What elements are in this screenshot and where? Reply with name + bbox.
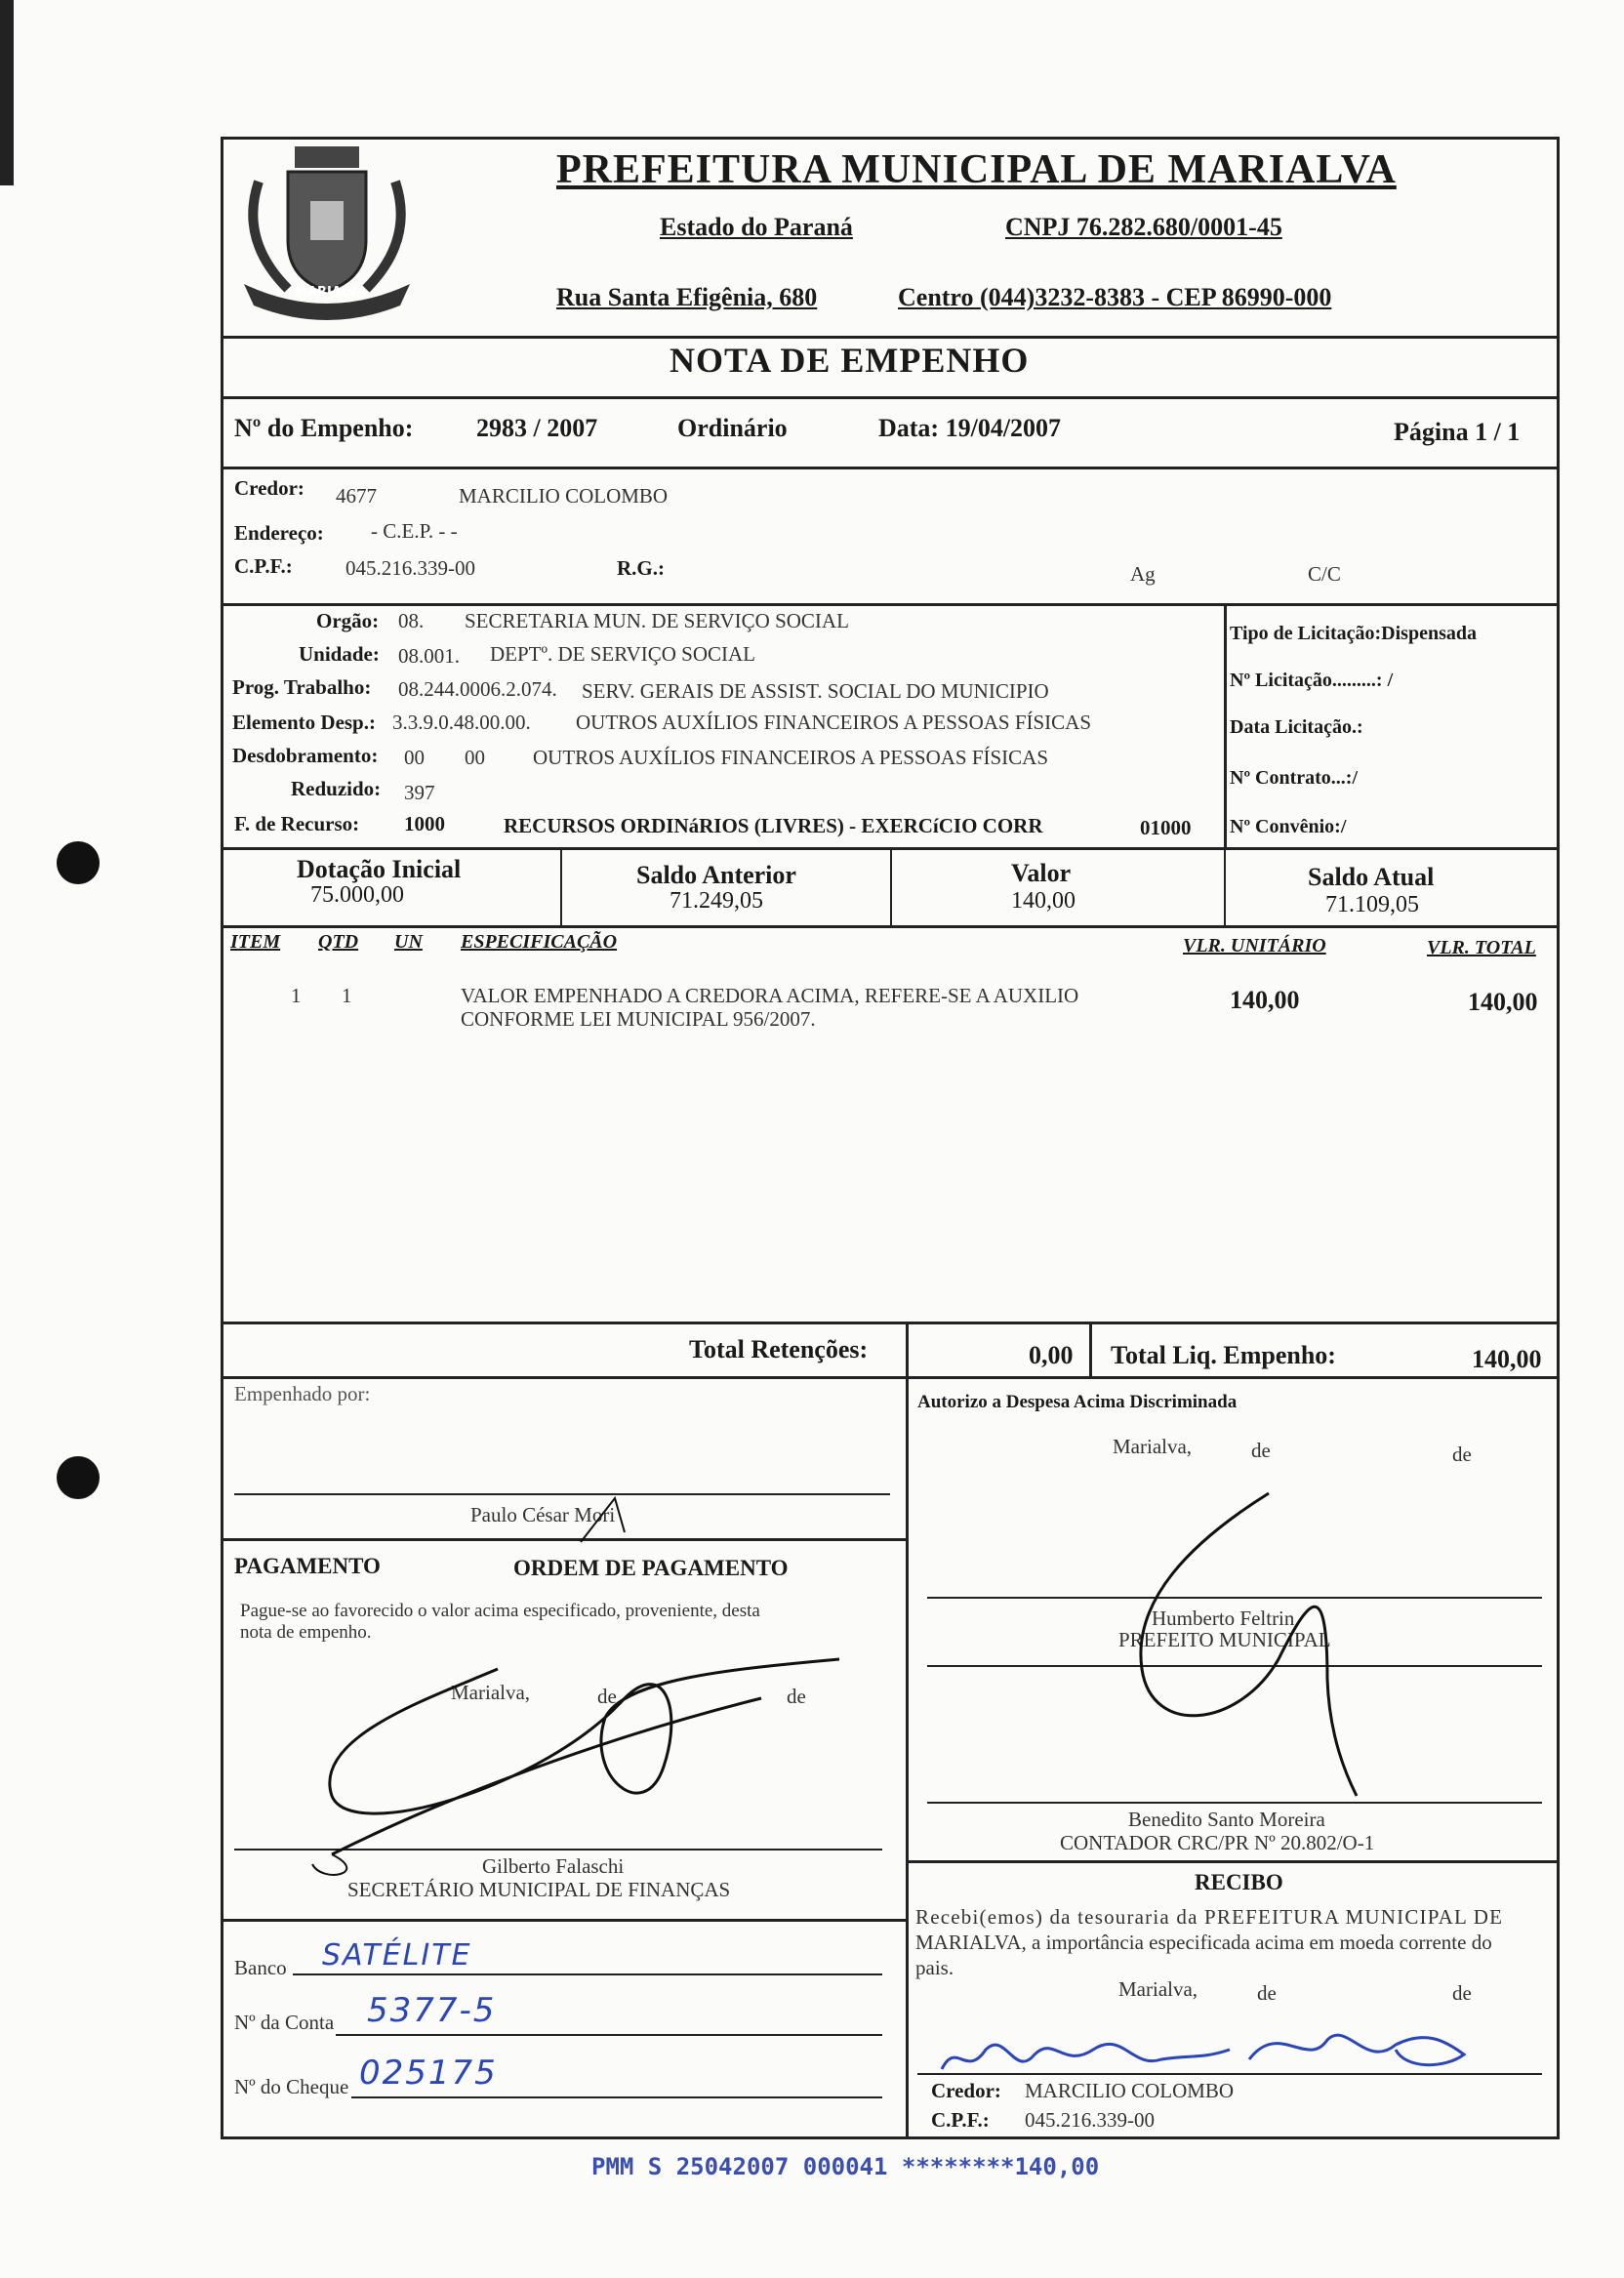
fonte-code: 1000 <box>404 812 445 835</box>
rule <box>221 1376 1560 1379</box>
unidade-desc: DEPTº. DE SERVIÇO SOCIAL <box>490 642 756 666</box>
field-line <box>336 2034 882 2036</box>
retencoes-label: Total Retenções: <box>689 1335 869 1363</box>
licitacao-data: Data Licitação.: <box>1230 716 1363 738</box>
prog-code: 08.244.0006.2.074. <box>398 677 557 701</box>
cpf-label: C.P.F.: <box>234 554 293 578</box>
banco-value: SATÉLITE <box>322 1938 472 1973</box>
col-vlr-total: VLR. TOTAL <box>1427 937 1536 958</box>
header-cnpj: CNPJ 76.282.680/0001-45 <box>1005 213 1282 241</box>
ordem-pagamento: ORDEM DE PAGAMENTO <box>513 1556 789 1580</box>
red-code: 397 <box>404 781 435 804</box>
dotacao-value: 75.000,00 <box>310 882 404 908</box>
item-vlr-total: 140,00 <box>1468 988 1538 1016</box>
recibo-de1: de <box>1257 1981 1277 2005</box>
recibo-cpf: 045.216.339-00 <box>1025 2108 1155 2132</box>
unidade-label: Unidade: <box>299 642 380 666</box>
pagamento-text-line1: Pague-se ao favorecido o valor acima especificado, proveniente, desta <box>240 1601 760 1621</box>
autorizo-city: Marialva, <box>1113 1435 1193 1458</box>
recibo-credor-name: MARCILIO COLOMBO <box>1025 2079 1235 2102</box>
orgao-code: 08. <box>398 609 425 632</box>
licitacao-convenio: Nº Convênio:/ <box>1230 816 1347 837</box>
contador-role: CONTADOR CRC/PR Nº 20.802/O-1 <box>1060 1831 1375 1854</box>
col-item: ITEM <box>230 931 281 953</box>
elem-label: Elemento Desp.: <box>232 711 376 734</box>
signature-line <box>927 1802 1542 1804</box>
rule <box>221 467 1560 469</box>
pagamento-label: PAGAMENTO <box>234 1554 381 1578</box>
rule <box>221 396 1560 399</box>
empenho-page: Página 1 / 1 <box>1394 418 1521 446</box>
empenho-type: Ordinário <box>677 414 788 442</box>
item-qtd: 1 <box>342 984 352 1007</box>
header-address: Rua Santa Efigênia, 680 <box>556 283 818 311</box>
empenho-number: 2983 / 2007 <box>476 414 598 442</box>
pagamento-text-line2: nota de empenho. <box>240 1622 372 1643</box>
rule <box>221 603 1560 606</box>
valor-value: 140,00 <box>1011 888 1076 914</box>
recibo-cpf-label: C.P.F.: <box>931 2108 990 2132</box>
prog-label: Prog. Trabalho: <box>232 675 372 699</box>
empenho-date: Data: 19/04/2007 <box>878 414 1062 442</box>
field-line <box>351 2096 882 2098</box>
signature-secretario <box>293 1640 878 1893</box>
dotacao-label: Dotação Inicial <box>297 855 462 883</box>
anterior-value: 71.249,05 <box>670 888 763 914</box>
autorizo-role: PREFEITO MUNICIPAL <box>1118 1628 1331 1651</box>
credor-label: Credor: <box>234 476 304 500</box>
prog-desc: SERV. GERAIS DE ASSIST. SOCIAL DO MUNICIPIO <box>582 679 1049 703</box>
recibo-text-line3: pais. <box>915 1956 954 1979</box>
valor-label: Valor <box>1011 859 1072 887</box>
divider <box>906 1376 909 2139</box>
rule <box>221 1538 908 1541</box>
item-espec-line2: CONFORME LEI MUNICIPAL 956/2007. <box>461 1007 816 1031</box>
liquido-value: 140,00 <box>1472 1345 1542 1373</box>
pagamento-de2: de <box>787 1685 806 1708</box>
unidade-code: 08.001. <box>398 644 460 668</box>
recibo-de2: de <box>1452 1981 1472 2005</box>
col-vlr-unit: VLR. UNITÁRIO <box>1183 935 1326 956</box>
divider <box>890 847 892 925</box>
fonte-desc: RECURSOS ORDINáRIOS (LIVRES) - EXERCíCIO CORR <box>504 814 1043 837</box>
conta-label: Nº da Conta <box>234 2011 335 2034</box>
rule <box>221 336 1560 339</box>
atual-label: Saldo Atual <box>1308 863 1435 891</box>
endereco-label: Endereço: <box>234 521 324 545</box>
item-espec-line1: VALOR EMPENHADO A CREDORA ACIMA, REFERE-SE A AUXILIO <box>461 984 1079 1007</box>
liquido-label: Total Liq. Empenho: <box>1111 1341 1336 1369</box>
desd-label: Desdobramento: <box>232 744 379 767</box>
autorizo-label: Autorizo a Despesa Acima Discriminada <box>917 1392 1238 1412</box>
desd-code1: 00 <box>404 746 425 769</box>
anterior-label: Saldo Anterior <box>636 861 796 889</box>
col-espec: ESPECIFICAÇÃO <box>461 931 618 953</box>
left-edge-shadow <box>0 0 14 185</box>
recibo-text-line1: Recebi(emos) da tesouraria da PREFEITURA MUNICIPAL DE <box>915 1905 1504 1929</box>
licitacao-contrato: Nº Contrato...:/ <box>1230 767 1359 789</box>
elem-code: 3.3.9.0.48.00.00. <box>392 711 531 734</box>
rule <box>908 1860 1560 1863</box>
fonte-label: F. de Recurso: <box>234 812 360 835</box>
autorizo-de2: de <box>1452 1443 1472 1466</box>
header-contact: Centro (044)3232-8383 - CEP 86990-000 <box>898 283 1332 311</box>
credor-name: MARCILIO COLOMBO <box>459 484 669 508</box>
red-label: Reduzido: <box>291 777 382 800</box>
orgao-desc: SECRETARIA MUN. DE SERVIÇO SOCIAL <box>465 609 849 632</box>
binder-hole-2 <box>57 1456 100 1499</box>
header-title: PREFEITURA MUNICIPAL DE MARIALVA <box>556 147 1397 192</box>
contador-name: Benedito Santo Moreira <box>1128 1808 1325 1831</box>
licitacao-numero: Nº Licitação.........: / <box>1230 670 1394 691</box>
header-state: Estado do Paraná <box>660 213 853 241</box>
fonte-num: 01000 <box>1140 816 1192 839</box>
licitacao-tipo: Tipo de Licitação:Dispensada <box>1230 623 1477 644</box>
atual-value: 71.109,05 <box>1325 892 1419 917</box>
divider <box>560 847 562 925</box>
cpf-value: 045.216.339-00 <box>345 556 475 580</box>
col-qtd: QTD <box>318 931 359 953</box>
ag-label: Ag <box>1130 562 1156 586</box>
item-number: 1 <box>291 984 302 1007</box>
signature-line <box>234 1493 890 1495</box>
pagamento-city: Marialva, <box>451 1681 531 1704</box>
divider <box>1089 1322 1092 1376</box>
seal-banner-text: MARIALVA <box>295 285 367 300</box>
pagamento-de1: de <box>597 1685 617 1708</box>
autorizo-signer: Humberto Feltrin <box>1152 1607 1295 1630</box>
field-line <box>293 1973 882 1975</box>
divider <box>906 1322 909 1376</box>
recibo-credor-label: Credor: <box>931 2079 1001 2102</box>
elem-desc: OUTROS AUXÍLIOS FINANCEIROS A PESSOAS FÍSICAS <box>576 711 1092 734</box>
signature-credor <box>937 2011 1483 2089</box>
orgao-label: Orgão: <box>316 609 380 632</box>
banco-label: Banco <box>234 1956 287 1979</box>
retencoes-value: 0,00 <box>1029 1341 1074 1369</box>
rule <box>221 925 1560 928</box>
item-vlr-unit: 140,00 <box>1230 986 1300 1014</box>
empenho-label: Nº do Empenho: <box>234 414 414 442</box>
rule <box>221 1322 1560 1324</box>
conta-value: 5377-5 <box>367 1991 497 2030</box>
pagamento-role: SECRETÁRIO MUNICIPAL DE FINANÇAS <box>347 1878 731 1901</box>
cheque-value: 025175 <box>359 2054 498 2093</box>
col-un: UN <box>394 931 423 953</box>
doc-title: NOTA DE EMPENHO <box>670 341 1030 380</box>
recibo-label: RECIBO <box>1195 1870 1283 1894</box>
divider <box>1224 603 1227 849</box>
municipal-seal <box>234 133 420 328</box>
cheque-label: Nº do Cheque <box>234 2075 349 2098</box>
empenhado-label: Empenhado por: <box>234 1382 371 1405</box>
rg-label: R.G.: <box>617 556 665 580</box>
recibo-city: Marialva, <box>1118 1977 1198 2001</box>
desd-code2: 00 <box>465 746 485 769</box>
footer-stamp: PMM S 25042007 000041 ********140,00 <box>591 2153 1100 2180</box>
pagamento-signer: Gilberto Falaschi <box>482 1854 625 1878</box>
rule <box>221 1919 908 1922</box>
autorizo-de1: de <box>1251 1439 1271 1462</box>
recibo-text-line2: MARIALVA, a importância especificada acima em moeda corrente do <box>915 1931 1492 1954</box>
endereco-value: - C.E.P. - - <box>371 519 458 543</box>
credor-code: 4677 <box>336 484 377 508</box>
desd-desc: OUTROS AUXÍLIOS FINANCEIROS A PESSOAS FÍSICAS <box>533 746 1049 769</box>
divider <box>1224 847 1226 925</box>
binder-hole-1 <box>57 841 100 884</box>
signature-prefeito <box>1074 1484 1386 1796</box>
cc-label: C/C <box>1308 562 1341 586</box>
empenhado-name: Paulo César Mori <box>470 1503 616 1526</box>
signature-paulo <box>576 1493 634 1552</box>
